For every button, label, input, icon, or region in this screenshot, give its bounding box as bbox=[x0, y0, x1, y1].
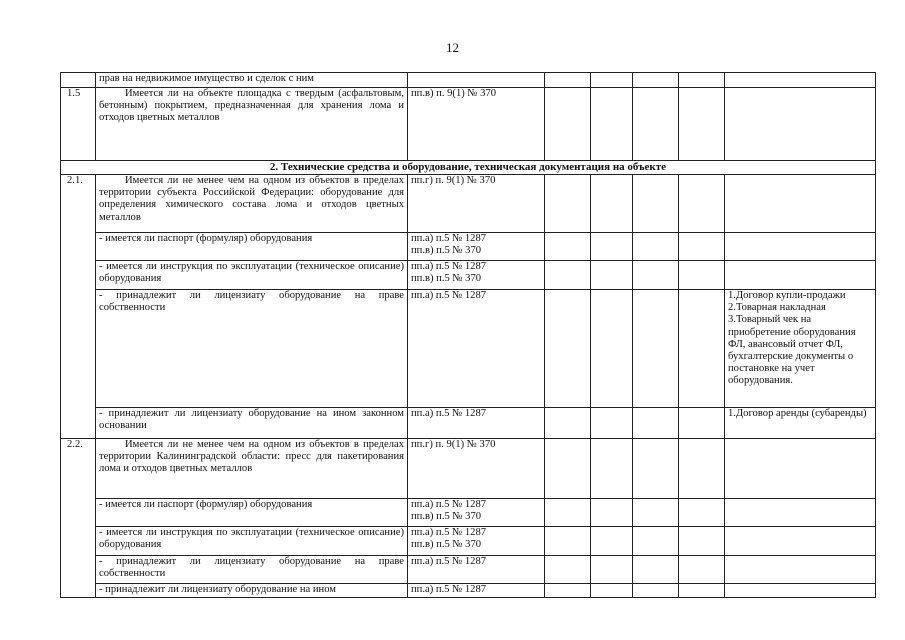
answer-na-cell bbox=[633, 527, 679, 556]
answer-no-cell bbox=[591, 261, 633, 290]
table-row bbox=[61, 439, 876, 499]
answer-yes-cell bbox=[545, 175, 591, 233]
note-line: 2.Товарная накладная bbox=[728, 302, 826, 314]
answer-yes-cell bbox=[545, 527, 591, 556]
answer-extra-cell bbox=[679, 556, 725, 584]
question-text: Имеется ли не менее чем на одном из объектов в пределах территории Калининградской области: пресс для пакетирования лома и отходов цветных металлов bbox=[99, 439, 404, 475]
question-cell: - имеется ли паспорт (формуляр) оборудования bbox=[96, 499, 408, 527]
note-cell bbox=[725, 233, 876, 261]
answer-no-cell bbox=[591, 175, 633, 233]
answer-yes-cell bbox=[545, 499, 591, 527]
reference-cell bbox=[408, 527, 545, 556]
question-cell: - имеется ли инструкция по эксплуатации (техническое описание) оборудования bbox=[96, 527, 408, 556]
answer-na-cell bbox=[633, 584, 679, 598]
note-cell bbox=[725, 527, 876, 556]
table-row bbox=[61, 499, 876, 527]
table-row bbox=[61, 88, 876, 161]
row-number: 2.2. bbox=[61, 439, 96, 598]
note-cell: 1.Договор аренды (субаренды) bbox=[725, 408, 876, 439]
answer-na-cell bbox=[633, 290, 679, 408]
answer-extra-cell bbox=[679, 261, 725, 290]
reference-cell: пп.г) п. 9(1) № 370 bbox=[408, 439, 545, 499]
reference-line: пп.а) п.5 № 1287 bbox=[411, 499, 487, 510]
answer-extra-cell bbox=[679, 499, 725, 527]
answer-na-cell bbox=[633, 175, 679, 233]
reference-line: пп.в) п.5 № 370 bbox=[411, 273, 482, 285]
question-cell: прав на недвижимое имущество и сделок с ним bbox=[96, 73, 408, 88]
question-cell: - имеется ли инструкция по эксплуатации (техническое описание) оборудования bbox=[96, 261, 408, 290]
row-number: 1.5 bbox=[61, 88, 96, 161]
answer-extra-cell bbox=[679, 175, 725, 233]
table-row bbox=[61, 73, 876, 88]
note-cell bbox=[725, 73, 876, 88]
answer-yes-cell bbox=[545, 88, 591, 161]
answer-no-cell bbox=[591, 73, 633, 88]
answer-no-cell bbox=[591, 233, 633, 261]
note-cell bbox=[725, 88, 876, 161]
answer-extra-cell bbox=[679, 233, 725, 261]
table-row bbox=[61, 261, 876, 290]
question-cell: - принадлежит ли лицензиату оборудование на праве собственности bbox=[96, 290, 408, 408]
answer-no-cell bbox=[591, 527, 633, 556]
section-title: 2. Технические средства и оборудование, техническая документация на объекте bbox=[61, 161, 876, 175]
answer-yes-cell bbox=[545, 556, 591, 584]
answer-yes-cell bbox=[545, 439, 591, 499]
reference-cell: пп.г) п. 9(1) № 370 bbox=[408, 175, 545, 233]
answer-no-cell bbox=[591, 290, 633, 408]
table-row bbox=[61, 233, 876, 261]
reference-cell: пп.а) п.5 № 1287 bbox=[408, 584, 545, 598]
reference-line: пп.а) п.5 № 1287 bbox=[411, 527, 487, 538]
question-cell bbox=[96, 175, 408, 233]
answer-na-cell bbox=[633, 556, 679, 584]
question-text: Имеется ли на объекте площадка с твердым (асфальтовым, бетонным) покрытием, предназначенная для хранения лома и отходов цветных металлов bbox=[99, 88, 404, 124]
answer-yes-cell bbox=[545, 290, 591, 408]
reference-line: пп.а) п.5 № 1287 bbox=[411, 261, 487, 272]
note-cell bbox=[725, 261, 876, 290]
answer-no-cell bbox=[591, 408, 633, 439]
note-cell bbox=[725, 584, 876, 598]
question-cell: - принадлежит ли лицензиату оборудование на праве собственности bbox=[96, 556, 408, 584]
answer-yes-cell bbox=[545, 233, 591, 261]
answer-na-cell bbox=[633, 73, 679, 88]
table-row bbox=[61, 175, 876, 233]
table-row bbox=[61, 408, 876, 439]
question-cell: - принадлежит ли лицензиату оборудование на ином законном основании bbox=[96, 408, 408, 439]
reference-line: пп.а) п.5 № 1287 bbox=[411, 233, 487, 244]
note-cell bbox=[725, 499, 876, 527]
answer-no-cell bbox=[591, 439, 633, 499]
answer-yes-cell bbox=[545, 73, 591, 88]
answer-no-cell bbox=[591, 88, 633, 161]
reference-cell: пп.а) п.5 № 1287 bbox=[408, 556, 545, 584]
reference-line: пп.в) п.5 № 370 bbox=[411, 539, 482, 551]
reference-cell: пп.а) п.5 № 1287 bbox=[408, 290, 545, 408]
answer-yes-cell bbox=[545, 408, 591, 439]
note-cell bbox=[725, 290, 876, 408]
note-cell bbox=[725, 175, 876, 233]
answer-extra-cell bbox=[679, 527, 725, 556]
checklist-table bbox=[60, 72, 876, 598]
answer-na-cell bbox=[633, 261, 679, 290]
answer-extra-cell bbox=[679, 408, 725, 439]
answer-no-cell bbox=[591, 499, 633, 527]
table-row bbox=[61, 527, 876, 556]
section-header-row bbox=[61, 161, 876, 175]
page-number: 12 bbox=[446, 40, 459, 55]
question-cell: - принадлежит ли лицензиату оборудование на ином bbox=[96, 584, 408, 598]
answer-yes-cell bbox=[545, 261, 591, 290]
row-number: 2.1. bbox=[61, 175, 96, 439]
table-row bbox=[61, 556, 876, 584]
answer-no-cell bbox=[591, 584, 633, 598]
reference-line: пп.в) п.5 № 370 bbox=[411, 245, 482, 257]
row-number bbox=[61, 73, 96, 88]
note-line: 3.Товарный чек на приобретение оборудования ФЛ, авансовый отчет ФЛ, бухгалтерские документы о постановке на учет оборудования. bbox=[728, 314, 856, 387]
answer-na-cell bbox=[633, 88, 679, 161]
note-line: 1.Договор купли-продажи bbox=[728, 290, 846, 301]
reference-cell: пп.а) п.5 № 1287 bbox=[408, 408, 545, 439]
table-row bbox=[61, 290, 876, 408]
note-cell bbox=[725, 439, 876, 499]
answer-extra-cell bbox=[679, 88, 725, 161]
answer-extra-cell bbox=[679, 290, 725, 408]
answer-extra-cell bbox=[679, 73, 725, 88]
answer-na-cell bbox=[633, 499, 679, 527]
answer-extra-cell bbox=[679, 439, 725, 499]
question-cell bbox=[96, 88, 408, 161]
table-row bbox=[61, 584, 876, 598]
reference-cell bbox=[408, 233, 545, 261]
reference-cell bbox=[408, 499, 545, 527]
reference-cell bbox=[408, 261, 545, 290]
answer-na-cell bbox=[633, 408, 679, 439]
note-cell bbox=[725, 556, 876, 584]
question-text: Имеется ли не менее чем на одном из объектов в пределах территории субъекта Российской Федерации: оборудование для определения химического состава лома и отходов цветных металлов bbox=[99, 175, 404, 223]
reference-cell bbox=[408, 73, 545, 88]
reference-cell: пп.в) п. 9(1) № 370 bbox=[408, 88, 545, 161]
answer-extra-cell bbox=[679, 584, 725, 598]
answer-yes-cell bbox=[545, 584, 591, 598]
answer-na-cell bbox=[633, 439, 679, 499]
answer-no-cell bbox=[591, 556, 633, 584]
question-cell: - имеется ли паспорт (формуляр) оборудования bbox=[96, 233, 408, 261]
question-cell bbox=[96, 439, 408, 499]
reference-line: пп.в) п.5 № 370 bbox=[411, 511, 482, 523]
answer-na-cell bbox=[633, 233, 679, 261]
